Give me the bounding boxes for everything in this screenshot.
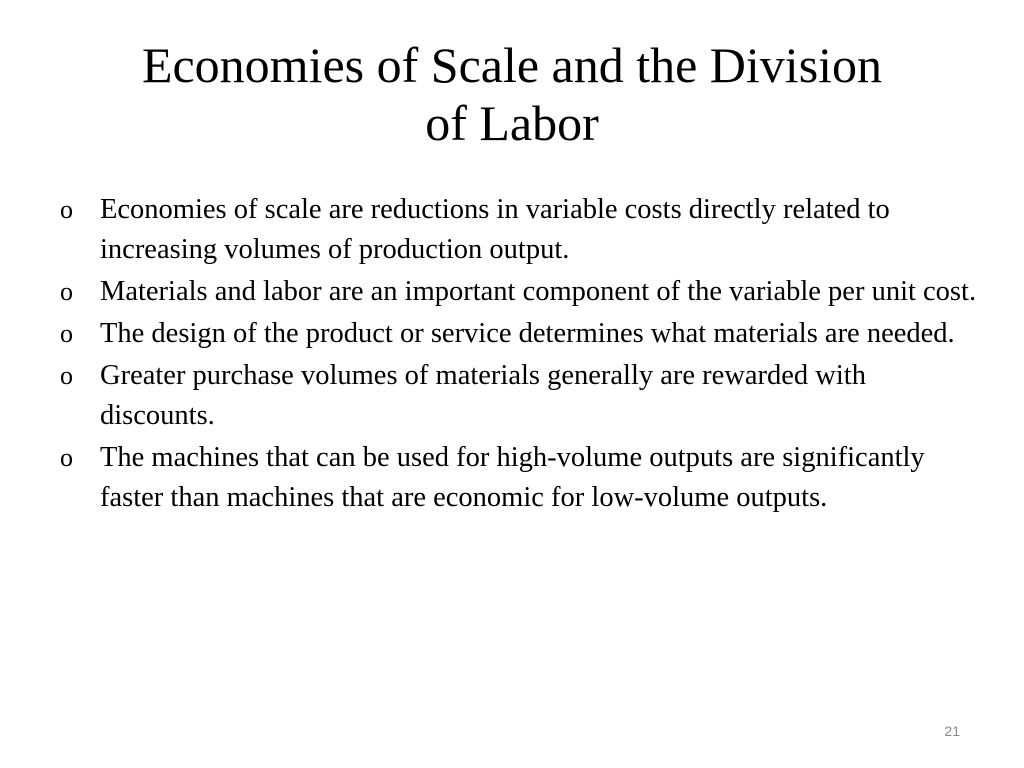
bullet-marker: o: [60, 443, 73, 472]
bullet-text: Materials and labor are an important component of the variable per unit cost.: [100, 276, 977, 307]
slide-number: 21: [944, 723, 960, 739]
title-line-2: of Labor: [425, 95, 599, 151]
bullet-text: The machines that can be used for high-volume outputs are significantly faster than machines that are economic for low-volume outputs.: [100, 442, 925, 513]
bullet-item-5: [60, 438, 980, 518]
bullet-text: The design of the product or service determines what materials are needed.: [100, 318, 955, 349]
bullet-item-4: [60, 356, 980, 436]
bullet-text: Greater purchase volumes of materials generally are rewarded with discounts.: [100, 360, 866, 431]
bullet-item-3: [60, 314, 980, 354]
bullet-marker: o: [60, 361, 73, 390]
bullet-marker: o: [60, 277, 73, 306]
bullet-marker: o: [60, 319, 73, 348]
slide-title: [60, 36, 964, 152]
bullet-item-1: [60, 190, 980, 270]
bullet-item-2: [60, 272, 980, 312]
bullet-text: Economies of scale are reductions in variable costs directly related to increasing volumes of production output.: [100, 194, 890, 265]
bullet-marker: o: [60, 195, 73, 224]
bullet-list: [60, 190, 980, 520]
title-line-1: Economies of Scale and the Division: [141, 37, 883, 93]
